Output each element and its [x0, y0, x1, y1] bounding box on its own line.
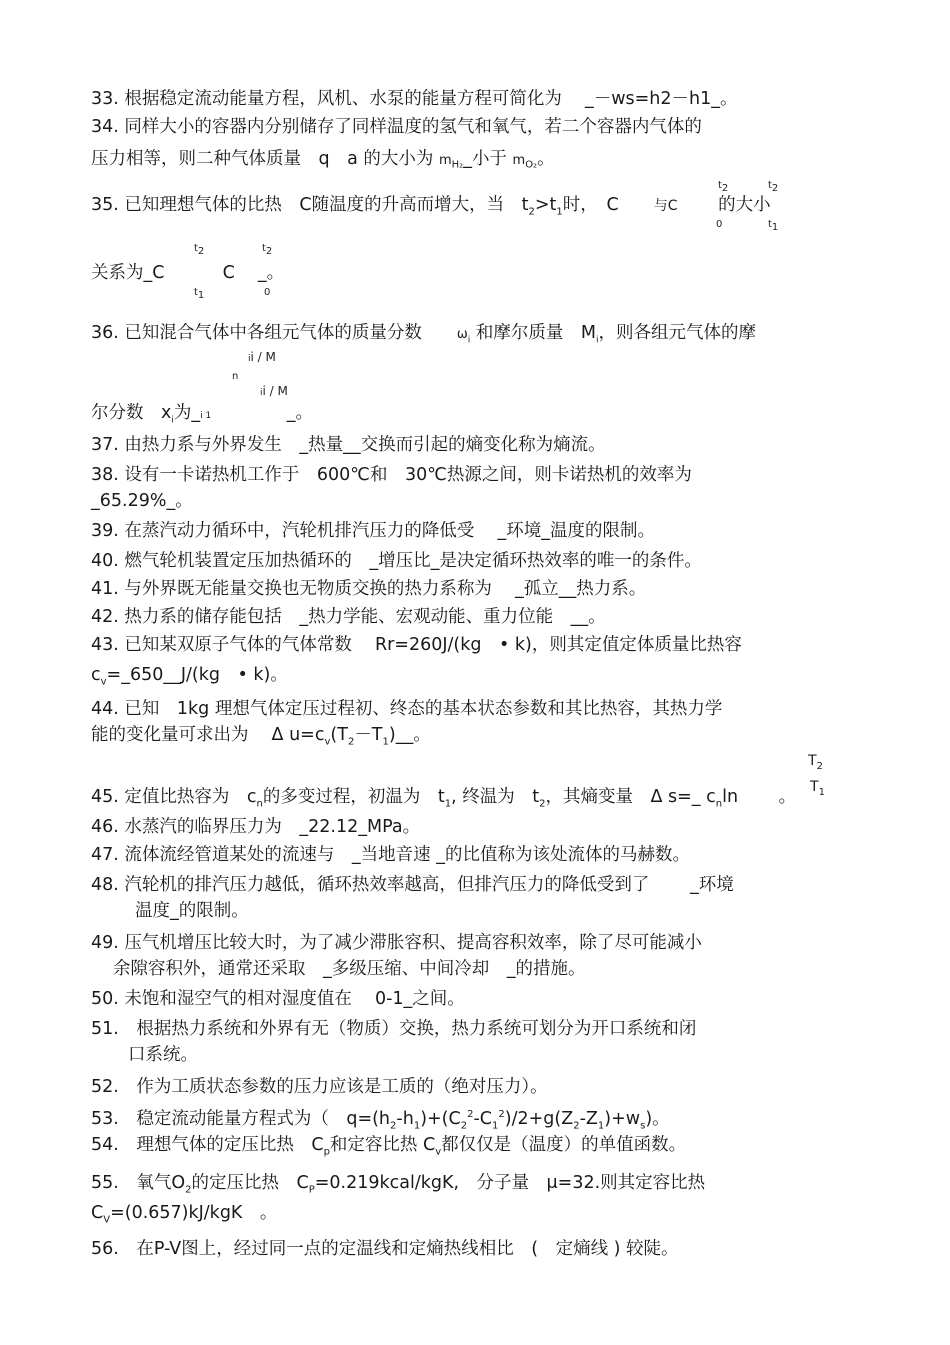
q35-c1: 时， C	[562, 195, 619, 215]
q35-c2: C	[222, 263, 235, 283]
q35-text: 35. 已知理想气体的比热 C随温度的升高而增大，当 t	[91, 195, 529, 215]
q36-sum-n: n	[232, 371, 239, 382]
q36-numerator: ii / M	[248, 350, 276, 364]
question-36-line2: 尔分数 $x_i$为_i 1 _。	[91, 403, 314, 426]
q36-text: 36. 已知混合气体中各组元气体的质量分数	[91, 323, 422, 343]
question-42: 42. 热力系的储存能包括 _热力学能、宏观动能、重力位能 __。	[91, 607, 606, 627]
q34-text: 压力相等，则二种气体质量 q a 的大小为	[91, 149, 434, 169]
question-34-line1: 34. 同样大小的容器内分别储存了同样温度的氢气和氧气，若二个容器内气体的	[91, 117, 702, 137]
question-54: 54. 理想气体的定压比热 $C_p$和定容比热 $C_v$都仅仅是（温度）的单值函数。	[91, 1135, 687, 1158]
q36-sum-lower: i 1	[200, 411, 212, 421]
q36-for: 为_	[173, 403, 201, 423]
question-36-line1: 36. 已知混合气体中各组元气体的质量分数 $\omega_i$ 和摩尔质量 $M_i$，则各组元气体的摩	[91, 323, 757, 346]
question-56: 56. 在P-V图上，经过同一点的定温线和定熵热线相比 ( 定熵线 ) 较陡。	[91, 1239, 679, 1259]
question-39: 39. 在蒸汽动力循环中，汽轮机排汽压力的降低受 _环境_温度的限制。	[91, 521, 655, 541]
q34-m-o2: $m_{O_2}$	[512, 153, 538, 171]
question-45: 45. 定值比热容为 $c_n$的多变过程，初温为 $t_1$, 终温为 $t_2$，其熵变量 Δ s=_ $c_n\ln$ 。	[91, 787, 797, 810]
q35-limit-t2-d: $t_2$	[262, 243, 273, 257]
question-35-line1	[91, 194, 771, 224]
q34-compare: _小于	[463, 149, 507, 169]
question-44-line1: 44. 已知 1kg 理想气体定压过程初、终态的基本状态参数和其比热容，其热力学	[91, 699, 723, 719]
question-44-line2: 能的变化量可求出为 Δ $u=c_v(T_2-T_1)\_\_$。	[91, 725, 431, 748]
q35-yu-c: 与C	[653, 198, 678, 214]
q35-limit-t2-a: $t_2$	[718, 180, 729, 194]
q34-end: 。	[537, 149, 555, 169]
q36-end: ，则各组元气体的摩	[598, 323, 757, 343]
q35-end: 的大小	[718, 195, 771, 215]
question-34-line2	[91, 148, 555, 177]
q35-relation-end: _。	[257, 263, 285, 283]
q35-limit-t1-c: $t_1$	[194, 287, 205, 301]
question-38-line2: _65.29%_。	[91, 491, 193, 511]
question-47: 47. 流体流经管道某处的流速与 _当地音速 _的比值称为该处流体的马赫数。	[91, 845, 690, 865]
question-41: 41. 与外界既无能量交换也无物质交换的热力系称为 _孤立__热力系。	[91, 579, 647, 599]
question-49-line2: 余隙容积外，通常还采取 _多级压缩、中间冷却 _的措施。	[113, 959, 586, 979]
question-55-line2: $C_V=(0.657)kJ$/kgK 。	[91, 1203, 278, 1226]
q35-limit-t1-b: $t_1$	[768, 219, 779, 233]
question-52: 52. 作为工质状态参数的压力应该是工质的（绝对压力）。	[91, 1077, 548, 1097]
question-48-line1: 48. 汽轮机的排汽压力越低，循环热效率越高，但排汽压力的降低受到了 _环境	[91, 875, 734, 895]
q36-denominator: ii / M	[260, 384, 288, 398]
q36-blank-end: _。	[286, 403, 314, 423]
question-43-line1: 43. 已知某双原子气体的气体常数 Rr=260J/(kg • k)，则其定值定体质量比热容	[91, 635, 742, 655]
question-51-line2: 口系统。	[128, 1045, 198, 1065]
question-49-line1: 49. 压气机增压比较大时，为了减少滞胀容积、提高容积效率，除了尽可能减小	[91, 933, 702, 953]
question-37: 37. 由热力系与外界发生 _热量__交换而引起的熵变化称为熵流。	[91, 435, 606, 455]
question-35-line2	[91, 262, 284, 284]
q45-frac-T1: $T_1$	[810, 779, 825, 798]
question-51-line1: 51. 根据热力系统和外界有无（物质）交换，热力系统可划分为开口系统和闭	[91, 1019, 697, 1039]
q36-x: 尔分数 x	[91, 403, 172, 423]
q45-frac-T2: $T_2$	[808, 753, 823, 772]
question-33: 33. 根据稳定流动能量方程，风机、水泵的能量方程可简化为 _－ws=h2－h1_。	[91, 89, 738, 109]
question-40: 40. 燃气轮机装置定压加热循环的 _增压比_是决定循环热效率的唯一的条件。	[91, 551, 702, 571]
q35-t2-sub: 2	[528, 206, 535, 218]
q35-relation: 关系为_C	[91, 263, 165, 283]
q36-omega: ω	[456, 327, 468, 342]
question-50: 50. 未饱和湿空气的相对湿度值在 0-1_之间。	[91, 989, 465, 1009]
q35-limit-0-a: 0	[716, 219, 723, 230]
question-46: 46. 水蒸汽的临界压力为 _22.12_MPa。	[91, 817, 421, 837]
question-43-line2: $c_v=\_650\_\_J/(kg$ • k)。	[91, 665, 288, 688]
q35-limit-t2-b: $t_2$	[768, 180, 779, 194]
question-55-line1: 55. 氧气$O_2$的定压比热 $C_P=0.219kcal$/kgK, 分子量 μ=32.则其定容比热	[91, 1173, 706, 1196]
q35-limit-0-d: 0	[264, 287, 271, 298]
q35-limit-t2-c: $t_2$	[194, 243, 205, 257]
question-48-line2: 温度_的限制。	[135, 901, 249, 921]
question-38-line1: 38. 设有一卡诺热机工作于 600℃和 30℃热源之间，则卡诺热机的效率为	[91, 465, 692, 485]
question-53: 53. 稳定流动能量方程式为（ $q=(h_2-h_1)+(C_2^2-C_1^2)/2+g(Z_2-Z_1)+w_s$)。	[91, 1108, 670, 1132]
q36-molar: 和摩尔质量 M	[475, 323, 596, 343]
q35-gt: >t	[534, 195, 557, 215]
q35-t1-sub: 1	[556, 206, 563, 218]
q34-m-h2: $m_{H_2}$	[438, 153, 464, 171]
